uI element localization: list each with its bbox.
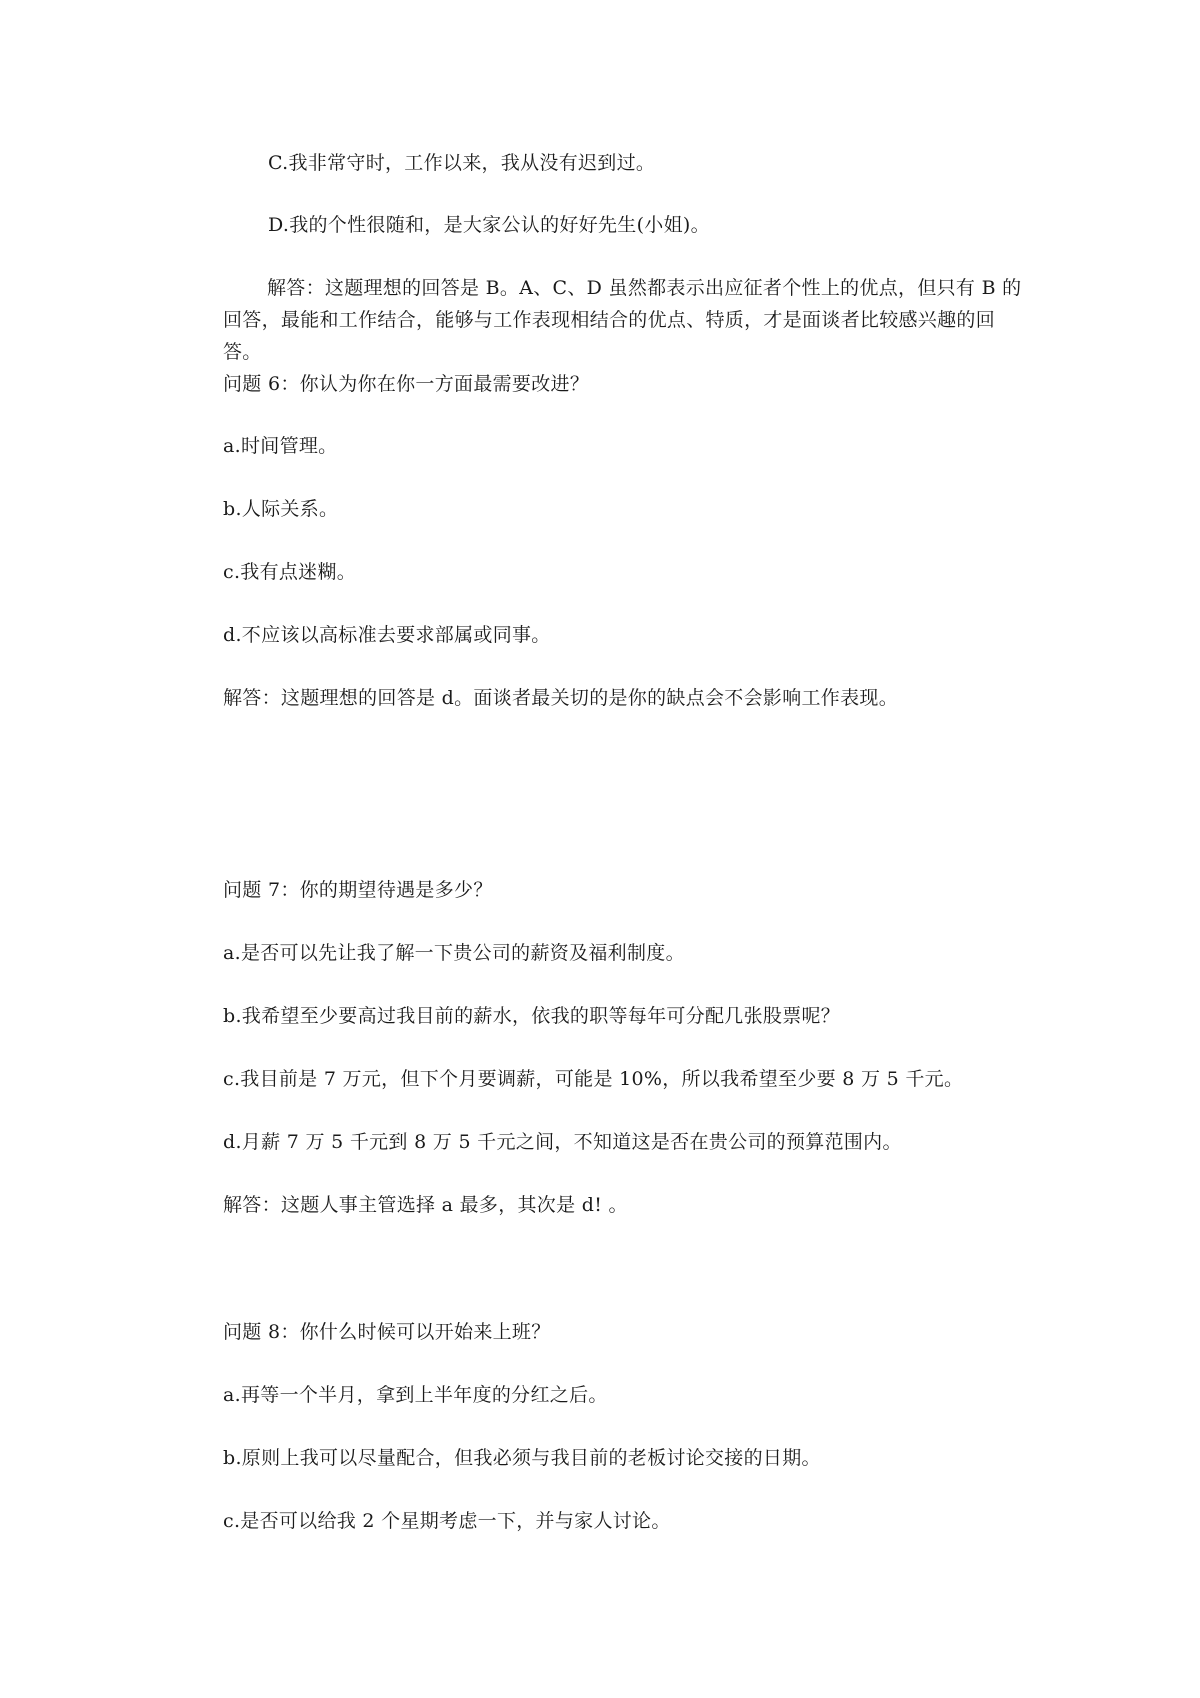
q5-answer xyxy=(223,272,1029,368)
q6-option-c: c.我有点迷糊。 xyxy=(223,561,357,583)
q7-option-d: d.月薪 7 万 5 千元到 8 万 5 千元之间，不知道这是否在贵公司的预算范围内。 xyxy=(223,1131,902,1153)
q6-title: 问题 6：你认为你在你一方面最需要改进？ xyxy=(223,373,590,395)
q7-option-c: c.我目前是 7 万元，但下个月要调薪，可能是 10%，所以我希望至少要 8 万 5 千元。 xyxy=(223,1068,964,1090)
q5-option-c: C.我非常守时，工作以来，我从没有迟到过。 xyxy=(268,152,656,174)
q7-option-b: b.我希望至少要高过我目前的薪水，依我的职等每年可分配几张股票呢？ xyxy=(223,1005,841,1027)
q6-option-a: a.时间管理。 xyxy=(223,435,338,457)
q7-title: 问题 7：你的期望待遇是多少？ xyxy=(223,879,493,901)
q8-option-c: c.是否可以给我 2 个星期考虑一下，并与家人讨论。 xyxy=(223,1510,671,1532)
q7-option-a: a.是否可以先让我了解一下贵公司的薪资及福利制度。 xyxy=(223,942,685,964)
q5-answer-text: 解答：这题理想的回答是 B。A、C、D 虽然都表示出应征者个性上的优点，但只有 B 的回答，最能和工作结合，能够与工作表现相结合的优点、特质，才是面谈者比较感兴趣的回答。 xyxy=(223,277,1022,363)
q7-answer: 解答：这题人事主管选择 a 最多，其次是 d! 。 xyxy=(223,1194,628,1216)
q6-answer: 解答：这题理想的回答是 d。面谈者最关切的是你的缺点会不会影响工作表现。 xyxy=(223,687,899,709)
q6-option-d: d.不应该以高标准去要求部属或同事。 xyxy=(223,624,551,646)
q5-option-d: D.我的个性很随和，是大家公认的好好先生(小姐)。 xyxy=(268,214,710,236)
q8-title: 问题 8：你什么时候可以开始来上班？ xyxy=(223,1321,551,1343)
q8-option-a: a.再等一个半月，拿到上半年度的分红之后。 xyxy=(223,1384,608,1406)
q8-option-b: b.原则上我可以尽量配合，但我必须与我目前的老板讨论交接的日期。 xyxy=(223,1447,821,1469)
q6-option-b: b.人际关系。 xyxy=(223,498,339,520)
